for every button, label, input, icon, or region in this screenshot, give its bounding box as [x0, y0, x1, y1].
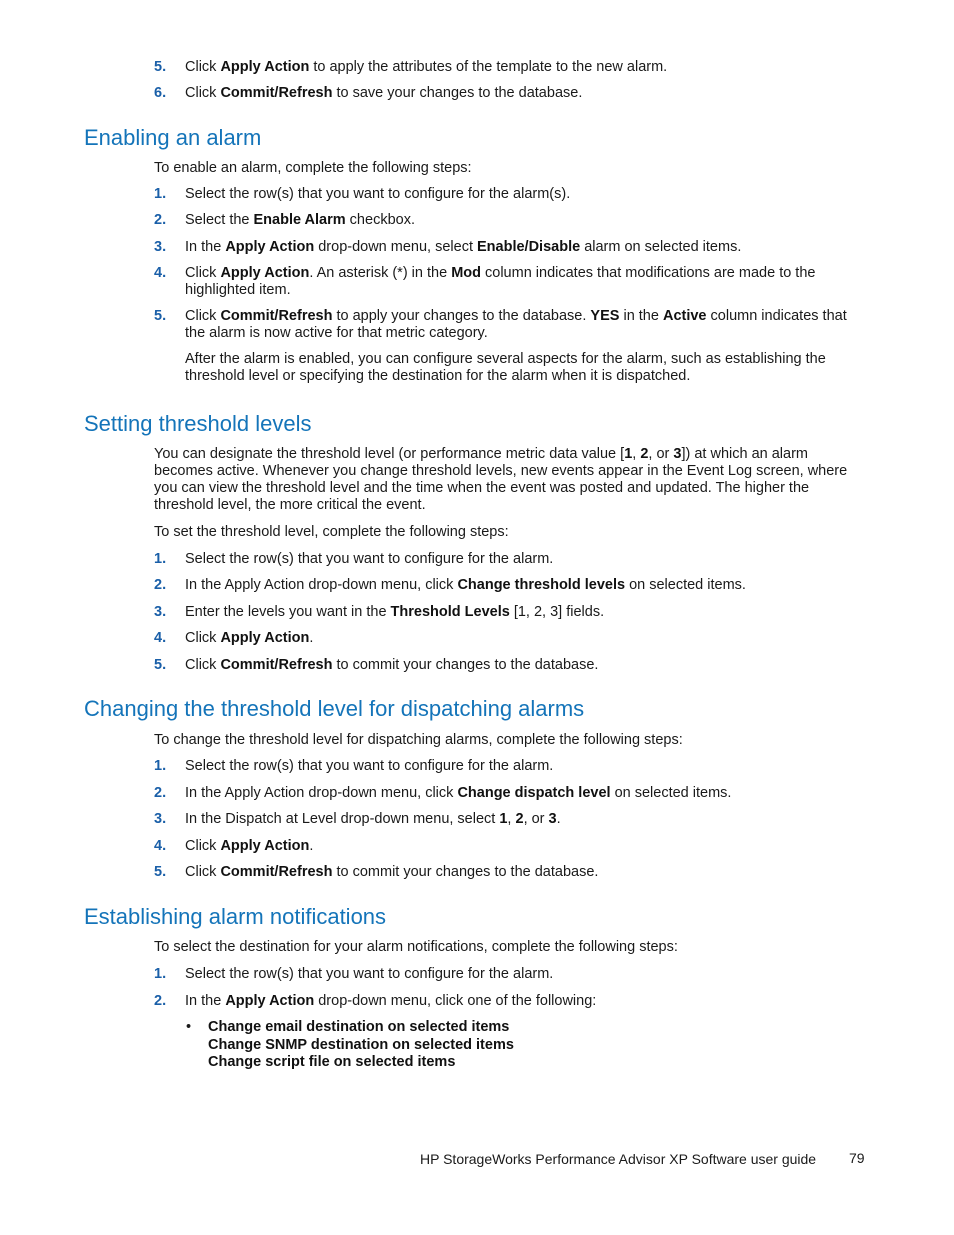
list-item: 5. Click Commit/Refresh to commit your changes to the database. [154, 864, 599, 880]
list-item: 5. Click Apply Action to apply the attributes of the template to the new alarm. [154, 59, 668, 75]
section-heading-threshold: Setting threshold levels [84, 411, 312, 436]
bullet-line: Change script file on selected items [208, 1054, 456, 1070]
page-number: 79 [849, 1150, 865, 1166]
threshold-steps [154, 551, 859, 674]
enabling-steps [154, 186, 859, 385]
list-item: 4. Click Apply Action. [154, 630, 314, 646]
list-item: 2. In the Apply Action drop-down menu, click one of the following: [154, 993, 597, 1009]
bullet-line: Change email destination on selected items [208, 1019, 510, 1035]
list-item: 1. Select the row(s) that you want to configure for the alarm. [154, 966, 554, 982]
intro-steps [154, 59, 859, 102]
bullet-icon: • [186, 1019, 192, 1035]
section-intro: To change the threshold level for dispatching alarms, complete the following steps: [154, 732, 683, 748]
list-item: 6. Click Commit/Refresh to save your changes to the database. [154, 85, 583, 101]
list-item: 5. Click Commit/Refresh to apply your changes to the database. YES in the Active column indicates that the alarm is now active for that metric category. [154, 308, 847, 341]
list-item: 2. In the Apply Action drop-down menu, click Change dispatch level on selected items. [154, 785, 732, 801]
list-item: 3. Enter the levels you want in the Threshold Levels [1, 2, 3] fields. [154, 604, 605, 620]
notifications-steps [154, 966, 859, 1010]
list-item: 1. Select the row(s) that you want to configure for the alarm. [154, 758, 554, 774]
list-item: 1. Select the row(s) that you want to configure for the alarm(s). [154, 186, 571, 202]
list-item: 3. In the Dispatch at Level drop-down menu, select 1, 2, or 3. [154, 811, 561, 827]
footer-title: HP StorageWorks Performance Advisor XP Software user guide [420, 1151, 817, 1167]
list-item: 3. In the Apply Action drop-down menu, select Enable/Disable alarm on selected items. [154, 239, 742, 255]
list-item: 5. Click Commit/Refresh to commit your changes to the database. [154, 657, 599, 673]
list-item: 1. Select the row(s) that you want to configure for the alarm. [154, 551, 554, 567]
list-item: 4. Click Apply Action. [154, 838, 314, 854]
step-number: 5. [154, 59, 167, 75]
section-heading-notifications: Establishing alarm notifications [84, 904, 387, 929]
dispatch-steps [154, 758, 859, 881]
list-item: 4. Click Apply Action. An asterisk (*) in the Mod column indicates that modifications are made to the highlighted item. [154, 265, 816, 298]
bullet-item [186, 1019, 514, 1072]
section-heading-enabling: Enabling an alarm [84, 125, 262, 150]
section-intro: To enable an alarm, complete the following steps: [154, 160, 472, 176]
section-heading-dispatch: Changing the threshold level for dispatching alarms [84, 696, 585, 721]
list-item: 2. In the Apply Action drop-down menu, click Change threshold levels on selected items. [154, 577, 746, 593]
section-intro: To set the threshold level, complete the following steps: [154, 524, 509, 540]
step-number: 6. [154, 85, 167, 101]
note-paragraph: After the alarm is enabled, you can configure several aspects for the alarm, such as establishing the threshold level or specifying the destination for the alarm when it is dispatched. [185, 351, 826, 384]
bullet-line: Change SNMP destination on selected items [208, 1036, 514, 1053]
section-description: You can designate the threshold level (or performance metric data value [1, 2, or 3]) at which an alarm becomes active. Whenever you change threshold levels, new events appear in the Event Log screen, where you can view the threshold level and the time when the event was posted and updated. The higher the threshold level, the more critical the event. [154, 446, 848, 513]
section-intro: To select the destination for your alarm notifications, complete the following steps: [154, 939, 678, 955]
list-item: 2. Select the Enable Alarm checkbox. [154, 212, 415, 228]
